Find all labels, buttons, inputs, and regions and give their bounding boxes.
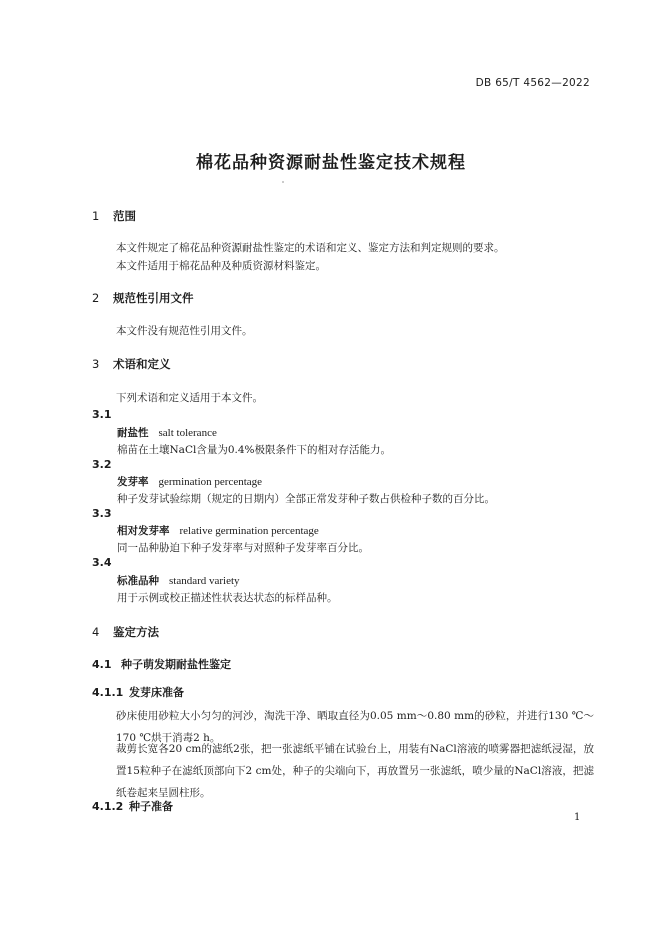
term-definition: 用于示例或校正描述性状表达状态的标样品种。 bbox=[117, 592, 338, 604]
section-2-heading bbox=[92, 290, 194, 306]
term-definition: 种子发芽试验综期（规定的日期内）全部正常发芽种子数占供检种子数的百分比。 bbox=[117, 493, 495, 505]
paragraph: 裁剪长宽各20 cm的滤纸2张，把一张滤纸平铺在试验台上，用装有NaCl溶液的喷雾器把滤纸浸湿，放置15粒种子在滤纸顶部向下2 cm处，种子的尖端向下，再放置另一张滤纸，喷少量的NaCl溶液，把滤纸卷起来呈圆柱形。 bbox=[116, 743, 594, 799]
subsection-number: 4.1 bbox=[92, 658, 112, 671]
section-1-heading bbox=[92, 208, 136, 224]
term-zh: 标准品种 bbox=[117, 575, 159, 587]
paragraph: 本文件规定了棉花品种资源耐盐性鉴定的术语和定义、鉴定方法和判定规则的要求。 bbox=[116, 242, 505, 254]
section-number: 4 bbox=[92, 625, 100, 639]
term-definition: 同一品种胁迫下种子发芽率与对照种子发芽率百分比。 bbox=[117, 542, 369, 554]
subsection-4-1-1-heading bbox=[92, 684, 184, 700]
page-title: 棉花品种资源耐盐性鉴定技术规程 bbox=[196, 153, 466, 173]
term-entry bbox=[117, 573, 240, 588]
section-title: 范围 bbox=[113, 209, 136, 223]
subsection-title: 种子萌发期耐盐性鉴定 bbox=[121, 658, 231, 671]
section-4-heading bbox=[92, 624, 159, 640]
paragraph: 本文件适用于棉花品种及种质资源材料鉴定。 bbox=[116, 260, 326, 272]
paragraph: 本文件没有规范性引用文件。 bbox=[116, 325, 253, 337]
page-number: 1 bbox=[574, 812, 581, 823]
term-entry bbox=[117, 425, 217, 440]
subsection-title: 种子准备 bbox=[129, 800, 173, 813]
subsection-4-1-heading bbox=[92, 656, 231, 672]
subsection-title: 发芽床准备 bbox=[129, 686, 184, 699]
section-title: 鉴定方法 bbox=[113, 625, 159, 639]
standard-code: DB 65/T 4562—2022 bbox=[475, 77, 590, 89]
subsection-4-1-2-heading bbox=[92, 798, 173, 814]
term-zh: 发芽率 bbox=[117, 476, 149, 488]
section-number: 2 bbox=[92, 291, 100, 305]
section-3-heading bbox=[92, 356, 171, 372]
section-number: 1 bbox=[92, 209, 100, 223]
term-entry bbox=[117, 474, 262, 489]
paragraph: 下列术语和定义适用于本文件。 bbox=[116, 392, 263, 404]
term-number: 3.2 bbox=[92, 458, 112, 471]
term-number: 3.3 bbox=[92, 507, 112, 520]
section-title: 术语和定义 bbox=[113, 357, 171, 371]
paragraph: 砂床使用砂粒大小匀匀的河沙，淘洗干净、晒取直径为0.05 mm～0.80 mm的砂粒，并进行130 ℃～170 ℃烘干消毒2 h。 bbox=[116, 710, 594, 744]
section-title: 规范性引用文件 bbox=[113, 291, 194, 305]
term-number: 3.1 bbox=[92, 408, 112, 421]
term-en: standard variety bbox=[169, 575, 240, 587]
term-entry bbox=[117, 523, 319, 538]
subsection-number: 4.1.1 bbox=[92, 686, 124, 699]
subsection-number: 4.1.2 bbox=[92, 800, 124, 813]
term-definition: 棉苗在土壤NaCl含量为0.4%极限条件下的相对存活能力。 bbox=[117, 444, 392, 456]
term-number: 3.4 bbox=[92, 556, 112, 569]
scan-speck bbox=[282, 181, 284, 183]
term-zh: 相对发芽率 bbox=[117, 525, 170, 537]
term-en: salt tolerance bbox=[158, 427, 217, 439]
term-zh: 耐盐性 bbox=[117, 427, 149, 439]
term-en: relative germination percentage bbox=[179, 525, 319, 537]
section-number: 3 bbox=[92, 357, 100, 371]
term-en: germination percentage bbox=[158, 476, 263, 488]
